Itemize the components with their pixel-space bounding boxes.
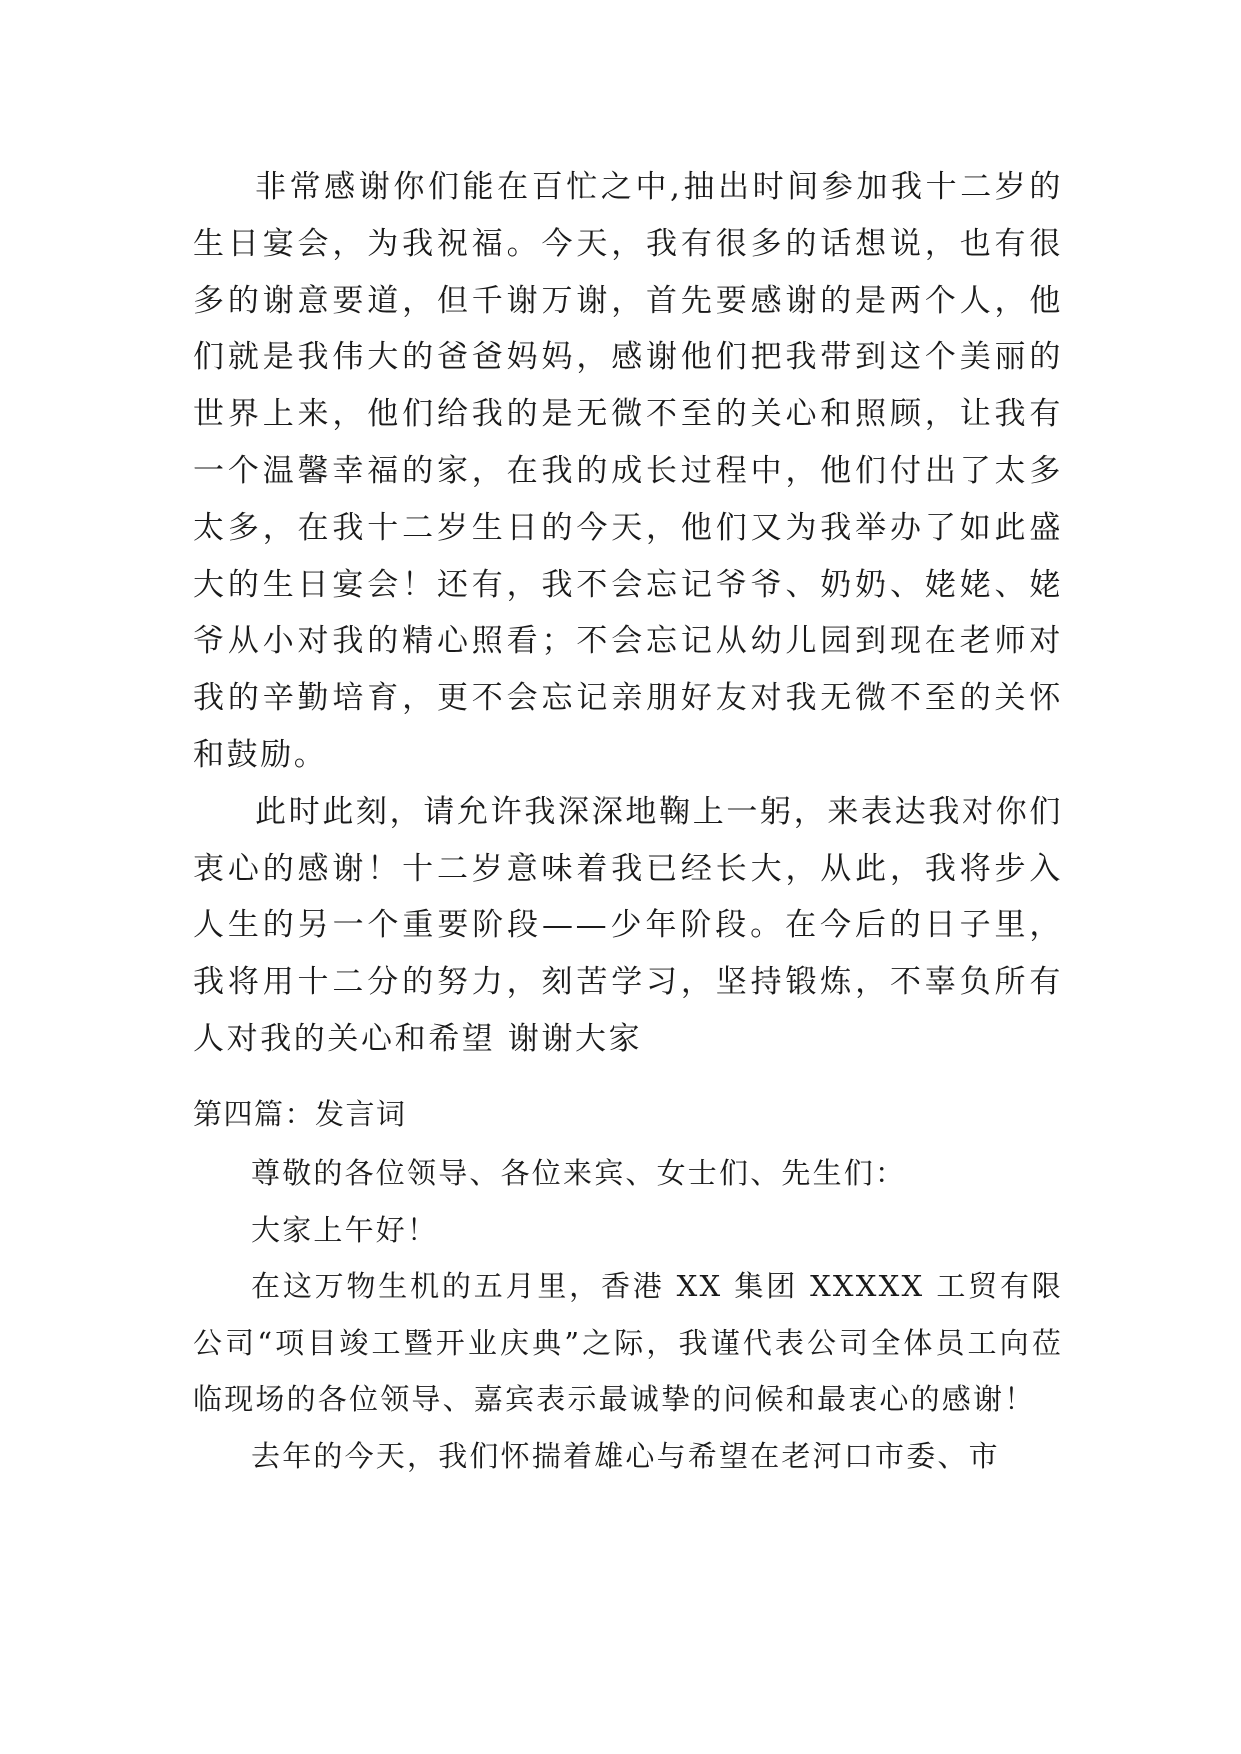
paragraph: 在这万物生机的五月里，香港 XX 集团 XXXXX 工贸有限公司“项目竣工暨开业庆典”之际，我谨代表公司全体员工向莅临现场的各位领导、嘉宾表示最诚挚的问候和最衷心的感谢！ [193,1269,1063,1416]
paragraph: 大家上午好！ [251,1212,439,1247]
paragraph: 尊敬的各位领导、各位来宾、女士们、先生们： [251,1156,907,1190]
paragraph: 去年的今天，我们怀揣着雄心与希望在老河口市委、市 [251,1438,1000,1473]
paragraph: 非常感谢你们能在百忙之中,抽出时间参加我十二岁的生日宴会，为我祝福。今天，我有很多的话想说，也有很多的谢意要道，但千谢万谢，首先要感谢的是两个人，他们就是我伟大的爸爸妈妈，感谢他们把我带到这个美丽的世界上来，他们给我的是无微不至的关心和照顾，让我有一个温馨幸福的家，在我的成长过程中，他们付出了太多太多，在我十二岁生日的今天，他们又为我举办了如此盛大的生日宴会！还有，我不会忘记爷爷、奶奶、姥姥、姥爷从小对我的精心照看；不会忘记从幼儿园到现在老师对我的辛勤培育，更不会忘记亲朋好友对我无微不至的关怀和鼓励。 [193,169,1063,773]
section-heading: 第四篇：发言词 [193,1097,407,1131]
paragraph: 此时此刻，请允许我深深地鞠上一躬，来表达我对你们衷心的感谢！十二岁意味着我已经长大，从此，我将步入人生的另一个重要阶段——少年阶段。在今后的日子里，我将用十二分的努力，刻苦学习，坚持锻炼，不辜负所有人对我的关心和希望 谢谢大家 [193,793,1063,1057]
section-body [193,1145,1063,1484]
speech-body [193,159,1063,1068]
